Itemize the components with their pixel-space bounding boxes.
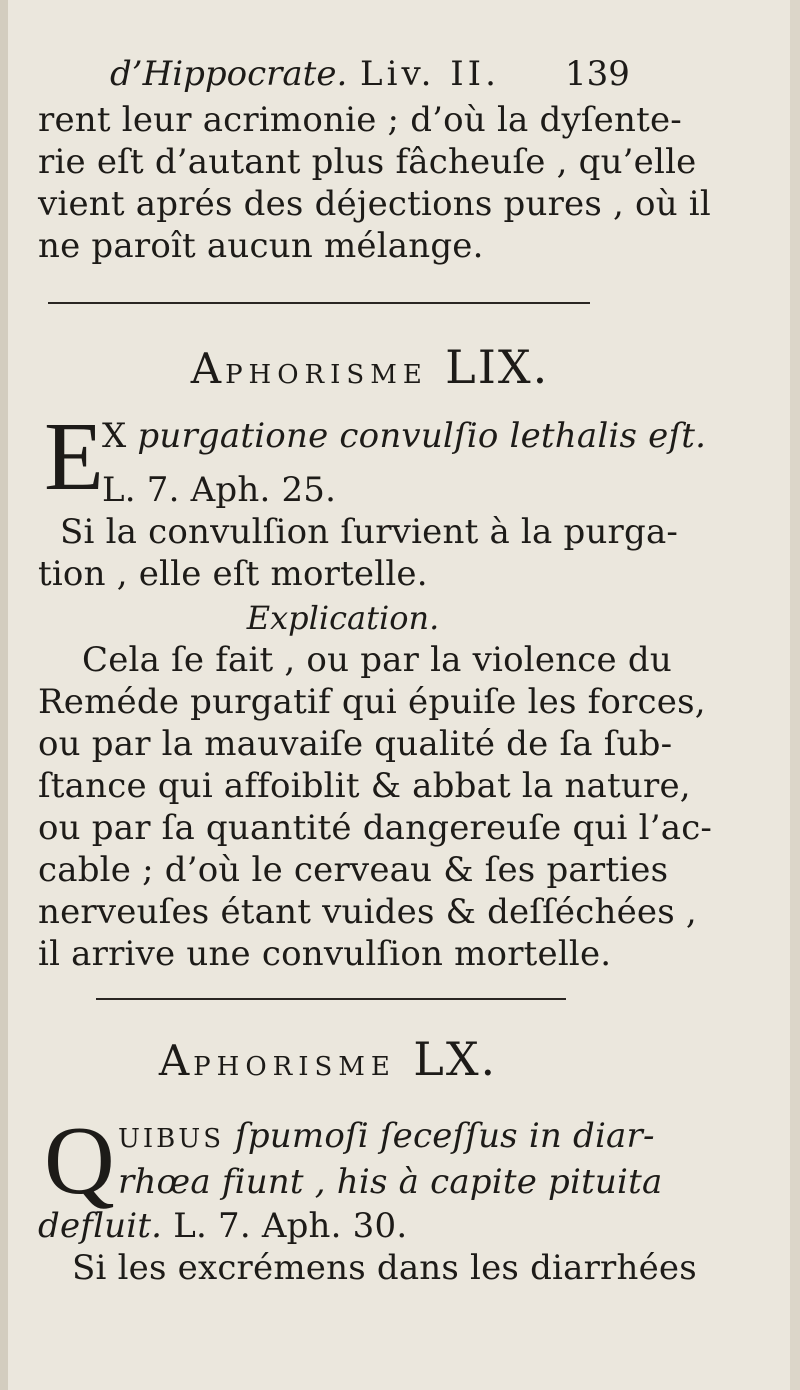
running-head-title: d’Hippocrate. — [110, 54, 348, 94]
section-rule — [96, 998, 566, 1000]
drop-cap: E — [44, 403, 104, 511]
heading-initial: A — [190, 344, 226, 393]
latin-line: rhœa fiunt , his à capite pituita — [118, 1162, 663, 1202]
aphorism-number: LIX. — [445, 340, 550, 394]
explication-line: ou par ſa quantité dangereuſe qui l’ac- — [38, 808, 713, 848]
latin-line — [102, 416, 706, 456]
translation-line: Si la convulſion ſurvient à la purga- — [60, 512, 679, 552]
translation-line: tion , elle eſt mortelle. — [38, 554, 428, 594]
heading-initial: A — [158, 1036, 194, 1085]
explication-line: ſtance qui affoiblit & abbat la nature, — [38, 766, 691, 806]
page-number: 139 — [565, 54, 630, 94]
page-outer-edge — [790, 0, 800, 1390]
aphorism-number: LX. — [413, 1032, 498, 1086]
drop-cap: Q — [44, 1107, 115, 1215]
explication-line: il arrive une convulſion mortelle. — [38, 934, 612, 974]
running-head — [110, 52, 630, 96]
text-line: ne paroît aucun mélange. — [38, 226, 484, 266]
text-line: rent leur acrimonie ; d’où la dyſente- — [38, 100, 682, 140]
latin-text: defluit. — [38, 1206, 163, 1246]
section-rule — [48, 302, 590, 304]
latin-text: ſpumoſi ſeceſſus in diar- — [235, 1116, 655, 1156]
explication-title: Explication. — [246, 599, 440, 637]
aphorism-reference: L. 7. Aph. 25. — [102, 470, 337, 510]
latin-first-word: UIBUS — [118, 1124, 225, 1154]
latin-first-word: X — [102, 416, 127, 456]
text-line: rie eſt d’autant plus fâcheuſe , qu’elle — [38, 142, 697, 182]
explication-line: cable ; d’où le cerveau & ſes parties — [38, 850, 669, 890]
running-head-book: Liv. II. — [360, 54, 500, 94]
latin-line — [118, 1116, 655, 1159]
latin-text: purgatione convulſio lethalis eſt. — [137, 416, 707, 456]
text-line: vient aprés des déjections pures , où il — [38, 184, 711, 224]
heading-small-caps: PHORISME — [225, 360, 428, 390]
page-gutter-edge — [0, 0, 8, 1390]
aphorism-reference: L. 7. Aph. 30. — [173, 1206, 408, 1246]
latin-line — [38, 1206, 407, 1246]
aphorism-59-heading — [0, 340, 770, 394]
explication-line: Cela ſe fait , ou par la violence du — [82, 640, 672, 680]
translation-line: Si les excrémens dans les diarrhées — [72, 1248, 697, 1288]
explication-line: nerveuſes étant vuides & deſſéchées , — [38, 892, 697, 932]
heading-small-caps: PHORISME — [193, 1052, 396, 1082]
explication-line: ou par la mauvaiſe qualité de ſa ſub- — [38, 724, 673, 764]
aphorism-60-heading — [0, 1032, 728, 1086]
explication-line: Reméde purgatif qui épuiſe les forces, — [38, 682, 706, 722]
